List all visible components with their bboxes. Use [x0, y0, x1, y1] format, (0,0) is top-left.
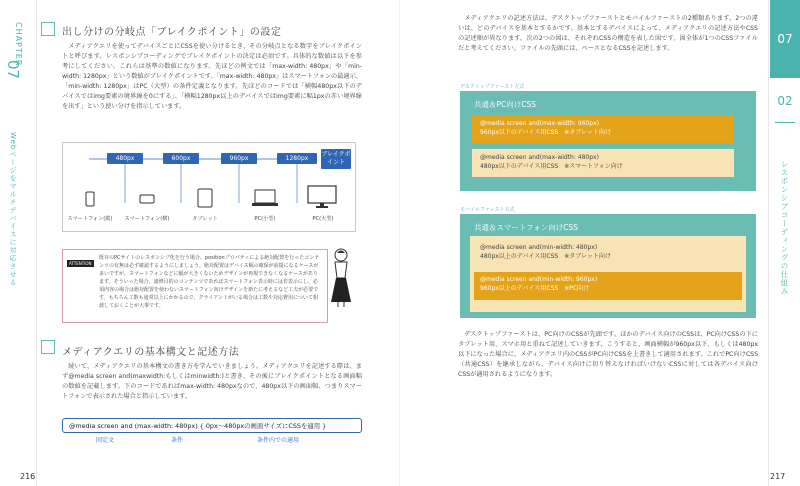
syntax-underline-2	[148, 432, 206, 433]
mobile-first-block-2	[474, 272, 742, 300]
desktop-first-block-1-desc: 960px以下のデバイス用CSS ※タブレット向け	[480, 129, 611, 136]
right-sidebar-divider	[768, 0, 769, 486]
page-gutter	[399, 0, 400, 486]
left-chapter-sidebar	[0, 0, 36, 486]
syntax-underline-3	[212, 432, 344, 433]
section1-body: メディアクエリを使ってデバイスごとにCSSを使い分けるとき、その分岐点となる数字をブレイクポイントと呼びます。レスポンシブコーディングでブレイクポイントの決定は必須です。具体的な数値は以下を参考にしてください。これらは基準の数値になります。先ほどの例文では「max-width: 480px」や「min-width: 1280px」という数値がブレイクポイントです。「max-width: 480px」はスマートフォンの最適示、「min-width: 1280px」はPC（大型）の条件定義となります。先ほどのコードでは「横幅480px以下のデバイスではimg要素の境界線を0にする」、「横幅1280px以上のデバイスではimg要素に幅1pxの赤い境界線を出す」という使い分けを指示しています。	[62, 43, 362, 110]
section1-title: 出し分けの分岐点「ブレイクポイント」の設定	[62, 27, 282, 38]
mobile-first-block-1-query: @media screen and(min-width: 480px)	[480, 244, 598, 251]
left-page-number: 216	[20, 472, 36, 481]
desktop-first-outer-label: 共通＆PC向けCSS	[474, 100, 537, 109]
desktop-first-caption: デスクトップファースト方式	[460, 84, 525, 90]
mobile-first-caption: モバイルファースト方式	[460, 207, 515, 213]
breakpoint-960: 960px	[221, 153, 257, 164]
syntax-label-fixed: 固定文	[95, 437, 114, 444]
mobile-first-block-1	[474, 240, 742, 268]
syntax-label-condition: 条件	[170, 437, 183, 444]
breakpoint-600: 600px	[163, 153, 199, 164]
mobile-first-diagram	[460, 214, 756, 318]
device-label-sp-landscape: スマートフォン(横)	[124, 216, 170, 222]
breakpoint-figure	[62, 142, 356, 232]
section-marker-icon-2	[41, 340, 55, 354]
chapter-label: CHAPTER	[14, 22, 23, 67]
intro-text: メディアクエリの記述方法は、デスクトップファーストとモバイルファーストの2種類あります。2つの違いは、どのデバイスを基本とするかです。基本とするデバイスによって、メディアクエリの記述方法やCSSの記述順が異なります。次の2つの図は、それぞれCSSの構造を表した図です。図全体が1つのCSSファイルだと考えてください。ファイルの先頭には、ベースとなるCSSを記述します。	[458, 15, 758, 52]
mobile-first-block-2-query: @media screen and(min-width: 960px)	[480, 276, 598, 283]
attention-text: 既存のPCサイトのレスポンシブ化を行う場合、positionプロパティによる絶対配置を行ったコンテンツの有無は必ず確認するようにしましょう。絶対配置はデバイス幅の確保が前提になるケースが多いですが、スマートフォンなどに幅が大きくないためデザインが再現できなくなるケースがあります。そういった場合、諸修目的のコンテンツであればスマートフォン表示時には非表示にし、必須内容の場合は絶対配置を使わないスマートフォン向けデザインを新たに考えるなど工夫が必要です。もちろん工数も通常以上にかかるので、クライアントがいる場合は工数や対応費用について相談しておくことが大事です。	[99, 255, 320, 309]
chapter-number: 07	[4, 60, 22, 80]
chapter-vertical-title: Webページをマルチデバイスに対応させる	[9, 132, 17, 287]
chapter-tab-active: 07	[770, 0, 800, 78]
desktop-first-diagram	[460, 91, 756, 191]
outro-text: デスクトップファーストは、PC向けのCSSが先頭です。ほかのデバイス向けのCSSは、PC向けCSSの下にタブレット用、スマホ用と重ねて記述していきます。こうすると、画面横幅が960px以下、もしくは480px以下になった場合に、メディアクエリ内のCSSがPC向けCSSを上書きして適用されます。これでPC向けCSS（共通CSS）を継承しながら、デバイス向けに切り替えなければいけないCSSに対しては各デバイス向けCSSが適用されるようになります。	[458, 331, 758, 378]
desktop-first-block-1	[472, 115, 734, 143]
desktop-first-block-1-query: @media screen and(max-width: 960px)	[480, 120, 599, 127]
device-label-pc-large: PC(大型)	[312, 216, 334, 222]
section-tab: 02	[777, 94, 793, 108]
person-illustration-icon	[328, 246, 354, 308]
section2-body: 続いて、メディアクエリの基本構文の書き方を学んでいきましょう。メディアクエリを記述する際は、まず@media screen and(maxwidth:もしくはminwidth:)と書き、その後にブレイクポイントとなる画面幅の数値を記載します。下のコードであればmax-width: 480pxなので、480px以下の画面幅、つまりスマートフォンで表示された場合と指示しています。	[62, 363, 362, 400]
desktop-first-block-2-desc: 480px以下のデバイス用CSS ※スマートフォン向け	[480, 163, 623, 170]
breakpoint-badge: ブレイクポイント	[321, 149, 351, 169]
section-tab-divider	[775, 122, 795, 123]
device-label-sp-portrait: スマートフォン(縦)	[67, 216, 113, 222]
smartphone-portrait-icon	[85, 191, 95, 207]
syntax-code-box: @media screen and (max-width: 480px) { 0px～480pxの画面サイズにCSSを適用 }	[62, 418, 362, 433]
desktop-first-block-2	[472, 149, 734, 177]
tablet-icon	[197, 188, 213, 208]
laptop-icon	[251, 189, 279, 207]
device-label-pc-small: PC(小型)	[254, 216, 276, 222]
section-marker-icon	[41, 22, 55, 36]
monitor-icon	[307, 185, 337, 209]
mobile-first-block-2-desc: 960px以上のデバイス用CSS ※PC向け	[480, 285, 590, 292]
section2-title: メディアクエリの基本構文と記述方法	[62, 347, 240, 358]
smartphone-landscape-icon	[139, 194, 155, 204]
sidebar-divider	[36, 0, 37, 486]
right-page-number: 217	[770, 472, 786, 481]
device-label-tablet: タブレット	[192, 216, 218, 222]
syntax-label-apply: 条件内での適用	[256, 437, 299, 444]
desktop-first-block-2-query: @media screen and(max-width: 480px)	[480, 154, 599, 161]
attention-tag: ATTENTION	[69, 261, 92, 266]
section-vertical-title: レスポンシブコーディングの仕組み	[780, 160, 789, 296]
breakpoint-1280: 1280px	[277, 153, 317, 164]
breakpoint-480: 480px	[107, 153, 143, 164]
mobile-first-outer-label: 共通＆スマートフォン向けCSS	[474, 223, 579, 232]
mobile-first-block-1-desc: 480px以上のデバイス用CSS ※タブレット向け	[480, 253, 611, 260]
attention-box	[62, 249, 328, 323]
syntax-underline-1	[68, 432, 142, 433]
